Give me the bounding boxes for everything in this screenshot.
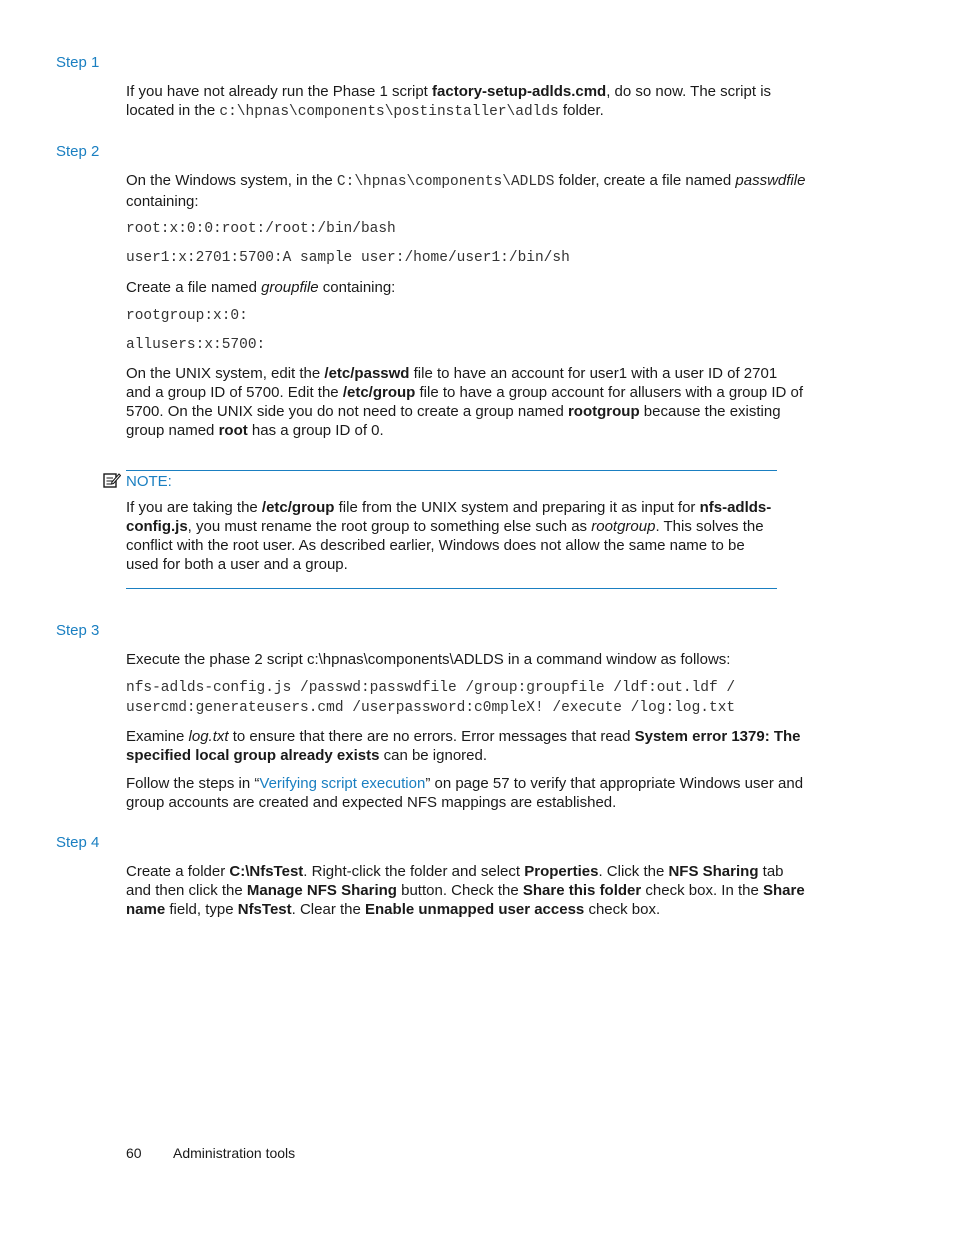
step-2-text-3: On the UNIX system, edit the /etc/passwd file to have an account for user1 with a user ID of 2701 and a group ID of 5700. Edit the /etc/group file to have a group account for allusers with a group ID of 5700. On the UNIX side you do not need to create a group named rootgroup because the existing group named root has a group ID of 0. (126, 365, 804, 439)
step-2-label: Step 2 (56, 143, 100, 160)
command-line-1: nfs-adlds-config.js /passwd:passwdfile /group:groupfile /ldf:out.ldf / (126, 680, 736, 696)
page-number: 60 (126, 1145, 142, 1161)
group-line-rootgroup: rootgroup:x:0: (126, 308, 248, 324)
note-text: If you are taking the /etc/group file from the UNIX system and preparing it as input for nfs-adlds-config.js, you must rename the root group to something else such as rootgroup. This solves the conflict with the root user. As described earlier, Windows does not allow the same name to be used for both a user and a group. (126, 499, 772, 573)
passwd-line-root: root:x:0:0:root:/root:/bin/bash (126, 221, 396, 237)
step-3-text-3: Follow the steps in “Verifying script execution” on page 57 to verify that appropriate Windows user and group accounts are created and expected NFS mappings are established. (126, 775, 804, 811)
step-1-text: If you have not already run the Phase 1 script factory-setup-adlds.cmd, do so now. The script is located in the c:\hpnas\components\postinstaller\adlds folder. (126, 83, 772, 120)
note-label: NOTE: (126, 473, 172, 490)
step-3-text-2: Examine log.txt to ensure that there are no errors. Error messages that read System error 1379: The specified local group already exists can be ignored. (126, 728, 801, 764)
step-3-label: Step 3 (56, 622, 100, 639)
group-line-allusers: allusers:x:5700: (126, 337, 266, 353)
step-2-text-1: On the Windows system, in the C:\hpnas\components\ADLDS folder, create a file named passwdfile containing: (126, 172, 806, 210)
command-line-2: usercmd:generateusers.cmd /userpassword:c0mpleX! /execute /log:log.txt (126, 700, 736, 716)
step-4-label: Step 4 (56, 834, 100, 851)
step-1-label: Step 1 (56, 54, 100, 71)
passwd-line-user1: user1:x:2701:5700:A sample user:/home/user1:/bin/sh (126, 250, 570, 266)
step-4-text: Create a folder C:\NfsTest. Right-click the folder and select Properties. Click the NFS Sharing tab and then click the Manage NFS Sharing button. Check the Share this folder check box. In the Share name field, type NfsTest. Clear the Enable unmapped user access check box. (126, 863, 805, 918)
note-bottom-rule (126, 588, 777, 589)
step-3-text-1: Execute the phase 2 script c:\hpnas\components\ADLDS in a command window as follows: (126, 651, 731, 668)
step-2-text-2: Create a file named groupfile containing: (126, 279, 396, 296)
footer-section-title: Administration tools (173, 1145, 296, 1161)
verifying-script-execution-link[interactable]: Verifying script execution (259, 775, 426, 792)
note-top-rule (126, 470, 777, 471)
note-pencil-icon (103, 472, 121, 488)
